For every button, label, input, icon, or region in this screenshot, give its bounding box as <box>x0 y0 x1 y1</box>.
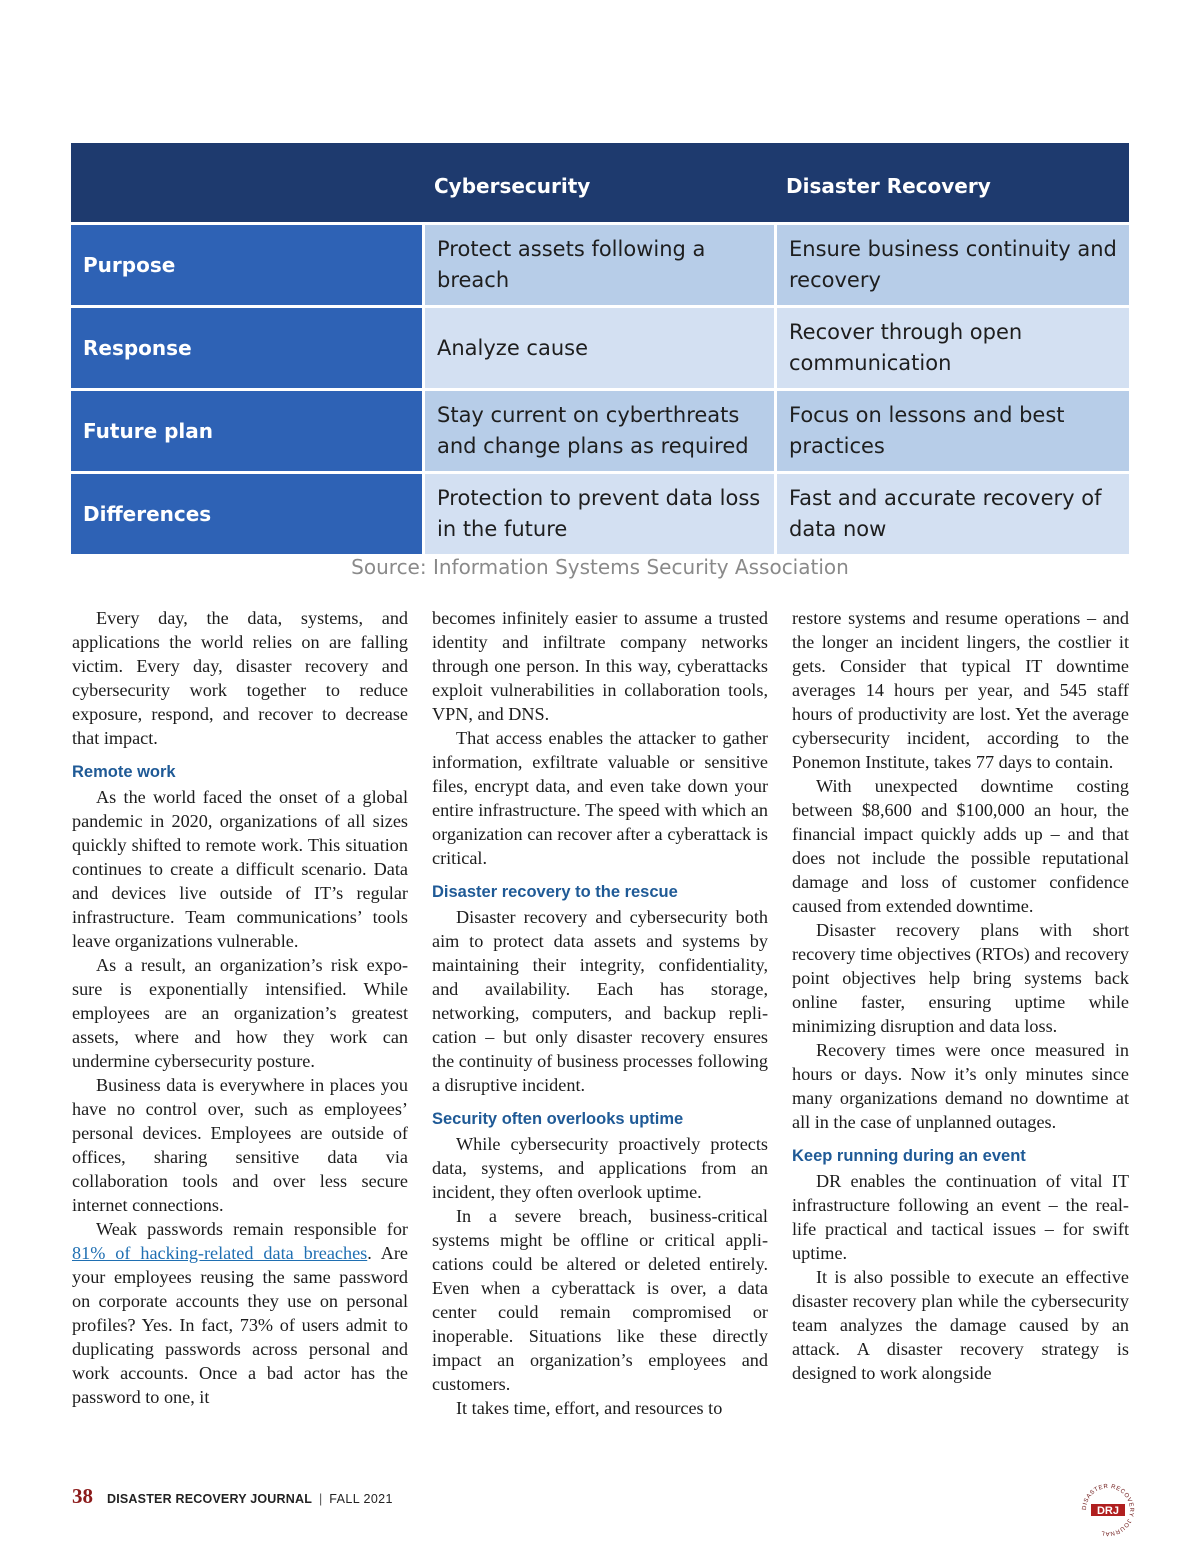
paragraph: With unexpected downtime costing between $8,600 and $100,000 an hour, the financial impact quickly adds up – and that does not include the possible reputational damage and loss of customer confidence caused from extended downtime. <box>792 776 1129 916</box>
paragraph: becomes infinitely easier to assume a trusted identity and infiltrate company networks through one person. In this way, cyberattacks exploit vulnerabilities in collaboration tools, VPN, and DNS. <box>432 608 768 724</box>
paragraph: While cybersecurity proactively protects data, systems, and applications from an incident, they often overlook uptime. <box>432 1134 768 1202</box>
section-heading-disaster-recovery: Disaster recovery to the rescue <box>432 883 678 901</box>
page-footer <box>72 1484 393 1509</box>
table-header-empty <box>71 143 422 222</box>
cell-dr-response: Recover through open communication <box>774 308 1129 388</box>
paragraph-text: . Are your employees reusing the same password on corporate accounts they use on personal profiles? Yes. In fact, 73% of users admit to duplicating passwords across personal and work accounts. Once a bad actor has the password to one, it <box>72 1243 408 1407</box>
footer-separator: | <box>319 1492 323 1506</box>
logo-ring-text: DISASTER RECOVERY JOURNAL <box>1081 1483 1135 1537</box>
row-label-purpose: Purpose <box>71 225 422 305</box>
journal-name: DISASTER RECOVERY JOURNAL <box>107 1492 313 1506</box>
paragraph: Disaster recovery plans with short recovery time objectives (RTOs) and recovery point objectives help bring systems back online faster, ensuring uptime while minimizing disruption and data loss. <box>792 920 1129 1036</box>
table-header-row <box>71 143 1129 222</box>
paragraph: In a severe breach, business-critical systems might be offline or critical applications could be altered or deleted entirely. Even when a cyberattack is over, a data center could remain compromised or inoperable. Situations like these directly impact an organization’s employees and customers. <box>432 1206 768 1394</box>
table-header-cybersecurity: Cybersecurity <box>434 174 591 198</box>
row-label-response: Response <box>71 308 422 388</box>
paragraph-with-link <box>72 1217 408 1409</box>
breach-statistic-link[interactable]: 81% of hacking-related data breaches <box>72 1243 368 1263</box>
table-row <box>71 222 1129 305</box>
paragraph: Disaster recovery and cybersecurity both aim to protect data assets and systems by maintaining their integrity, confidentiality, and availability. Each has storage, networking, computers, and backup replication – but only disaster recovery ensures the continuity of business processes following a disruptive incident. <box>432 907 768 1095</box>
row-label-differences: Differences <box>71 474 422 554</box>
cell-cyber-future-plan: Stay current on cyberthreats and change plans as required <box>422 391 774 471</box>
table-source-caption: Source: Information Systems Security Association <box>351 555 849 579</box>
issue-label: FALL 2021 <box>329 1492 393 1506</box>
cell-dr-future-plan: Focus on lessons and best practices <box>774 391 1129 471</box>
table-row <box>71 471 1129 554</box>
drj-logo-icon <box>1079 1481 1137 1539</box>
paragraph: restore systems and resume operations – and the longer an incident lingers, the costlier it gets. Consider that typical IT downtime averages 14 hours per year, and 545 staff hours of productivity are lost. Yet the average cybersecurity incident, according to the Ponemon Institute, takes 77 days to contain. <box>792 608 1129 772</box>
paragraph-text: Weak passwords remain responsible for <box>96 1219 408 1239</box>
page-number: 38 <box>72 1484 93 1508</box>
paragraph: Every day, the data, systems, and applications the world relies on are falling victim. Every day, disaster recovery and cybersecurity work together to reduce exposure, respond, and recover to decrease that impact. <box>72 608 408 748</box>
cell-dr-purpose: Ensure business continuity and recovery <box>774 225 1129 305</box>
paragraph: Business data is everywhere in places you have no control over, such as employees’ personal devices. Employees are outside of offices, sharing sensitive data via collaboration tools and over less secure internet connections. <box>72 1075 408 1215</box>
paragraph: Recovery times were once measured in hours or days. Now it’s only minutes since many organizations demand no downtime at all in the case of unplanned outages. <box>792 1040 1129 1132</box>
table-row <box>71 388 1129 471</box>
row-label-future-plan: Future plan <box>71 391 422 471</box>
paragraph: DR enables the continuation of vital IT infrastructure following an event – the real-life practical and tactical issues – for swift uptime. <box>792 1171 1129 1263</box>
article-column-1 <box>72 606 408 1409</box>
paragraph: As a result, an organization’s risk exposure is exponentially intensified. While employees are an organization’s greatest assets, where and how they work can undermine cybersecurity posture. <box>72 955 408 1071</box>
paragraph: As the world faced the onset of a global pandemic in 2020, organizations of all sizes quickly shifted to remote work. This situation continues to create a difficult scenario. Data and devices live outside of IT’s regular infrastructure. Team communications’ tools leave organizations vulnerable. <box>72 787 408 951</box>
section-heading-security-uptime: Security often overlooks uptime <box>432 1110 684 1128</box>
cell-cyber-differences: Protection to prevent data loss in the future <box>422 474 774 554</box>
cell-dr-differences: Fast and accurate recovery of data now <box>774 474 1129 554</box>
table-header-disaster-recovery: Disaster Recovery <box>786 174 991 198</box>
cell-cyber-response: Analyze cause <box>422 308 774 388</box>
paragraph: It is also possible to execute an effective disaster recovery plan while the cybersecurity team analyzes the damage caused by an attack. A disaster recovery strategy is designed to work alongside <box>792 1267 1129 1383</box>
logo-text: DRJ <box>1096 1505 1120 1517</box>
cell-cyber-purpose: Protect assets following a breach <box>422 225 774 305</box>
paragraph: That access enables the attacker to gather information, exfiltrate valuable or sensitive files, encrypt data, and even take down your entire infrastructure. The speed with which an organization can recover after a cyberattack is critical. <box>432 728 768 868</box>
section-heading-keep-running: Keep running during an event <box>792 1147 1026 1165</box>
article-column-2 <box>432 606 768 1420</box>
article-column-3 <box>792 606 1129 1385</box>
section-heading-remote-work: Remote work <box>72 763 176 781</box>
table-row <box>71 305 1129 388</box>
comparison-table <box>71 143 1129 579</box>
paragraph: It takes time, effort, and resources to <box>456 1398 723 1418</box>
